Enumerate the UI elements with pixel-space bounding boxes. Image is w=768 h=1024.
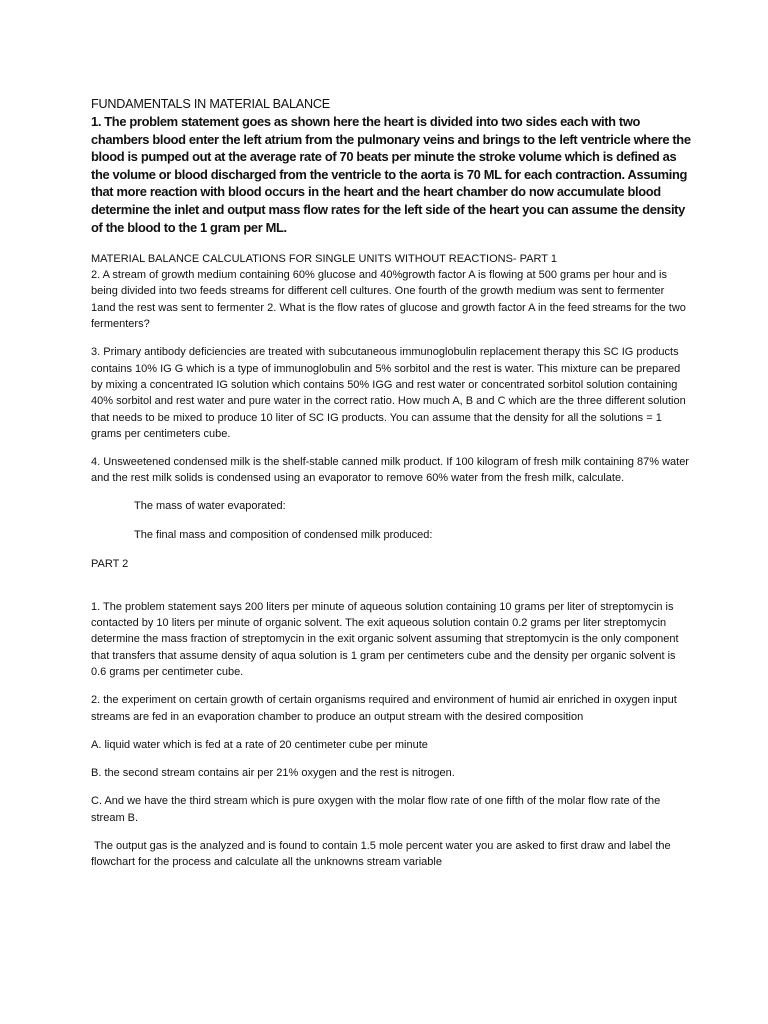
part-2-question-2-output: The output gas is the analyzed and is found to contain 1.5 mole percent water you are asked to first draw and label the flowchart for the process and calculate all the unknowns stream variable — [91, 839, 671, 869]
document-title: FUNDAMENTALS IN MATERIAL BALANCE — [91, 97, 330, 111]
section-1-title: MATERIAL BALANCE CALCULATIONS FOR SINGLE UNITS WITHOUT REACTIONS- PART 1 — [91, 253, 557, 266]
question-4-part-a: The mass of water evaporated: — [134, 499, 286, 512]
question-3: 3. Primary antibody deficiencies are treated with subcutaneous immunoglobulin replacement therapy this SC IG products contains 10% IG G which is a type of immunoglobulin and 5% sorbitol and the rest is water. This mixture can be prepared by mixing a concentrated IG solution which contains 50% IGG and rest water or concentrated sorbitol solution containing 40% sorbitol and rest water and pure water in the correct ratio. How much A, B and C which are the three different solution that needs to be mixed to produce 10 liter of SC IG products. You can assume that the density for all the solutions = 1 grams per centimeters cube. — [91, 346, 686, 440]
part-2-question-2-item-a: A. liquid water which is fed at a rate of 20 centimeter cube per minute — [91, 738, 428, 751]
question-4-part-b: The final mass and composition of condensed milk produced: — [134, 528, 433, 541]
document-page — [91, 96, 691, 883]
part-2-question-2-item-b: B. the second stream contains air per 21% oxygen and the rest is nitrogen. — [91, 767, 455, 780]
part-2-question-1: 1. The problem statement says 200 liters per minute of aqueous solution containing 10 grams per liter of streptomycin is contacted by 10 liters per minute of organic solvent. The exit aqueous solution contain 0.2 grams per liter streptomycin determine the mass fraction of streptomycin in the exit organic solvent assuming that streptomycin is the only component that transfers that assume density of aqua solution is 1 gram per centimeters cube and the density per organic solvent is 0.6 grams per centimeter cube. — [91, 600, 679, 678]
question-4: 4. Unsweetened condensed milk is the shelf-stable canned milk product. If 100 kilogram of fresh milk containing 87% water and the rest milk solids is condensed using an evaporator to remove 60% water from the fresh milk, calculate. — [91, 456, 689, 485]
part-2-title: PART 2 — [91, 557, 129, 570]
part-2-question-2-item-c: C. And we have the third stream which is pure oxygen with the molar flow rate of one fifth of the molar flow rate of the stream B. — [91, 795, 661, 824]
part-2-question-2: 2. the experiment on certain growth of certain organisms required and environment of humid air enriched in oxygen input streams are fed in an evaporation chamber to produce an output stream with the desired composition — [91, 694, 677, 723]
intro-problem: 1. The problem statement goes as shown here the heart is divided into two sides each with two chambers blood enter the left atrium from the pulmonary veins and brings to the left ventricle where the blood is pumped out at the average rate of 70 beats per minute the stroke volume which is defined as the volume or blood discharged from the ventricle to the aorta is 70 ML for each contraction. Assuming that more reaction with blood occurs in the heart and the heart chamber do now accumulate blood determine the inlet and output mass flow rates for the left side of the heart you can assume the density of the blood to the 1 gram per ML. — [91, 114, 691, 235]
question-2: 2. A stream of growth medium containing 60% glucose and 40%growth factor A is flowing at 500 grams per hour and is being divided into two feeds streams for different cell cultures. One fourth of the growth medium was sent to fermenter 1and the rest was sent to fermenter 2. What is the flow rates of glucose and growth factor A in the feed streams for the two fermenters? — [91, 269, 686, 331]
